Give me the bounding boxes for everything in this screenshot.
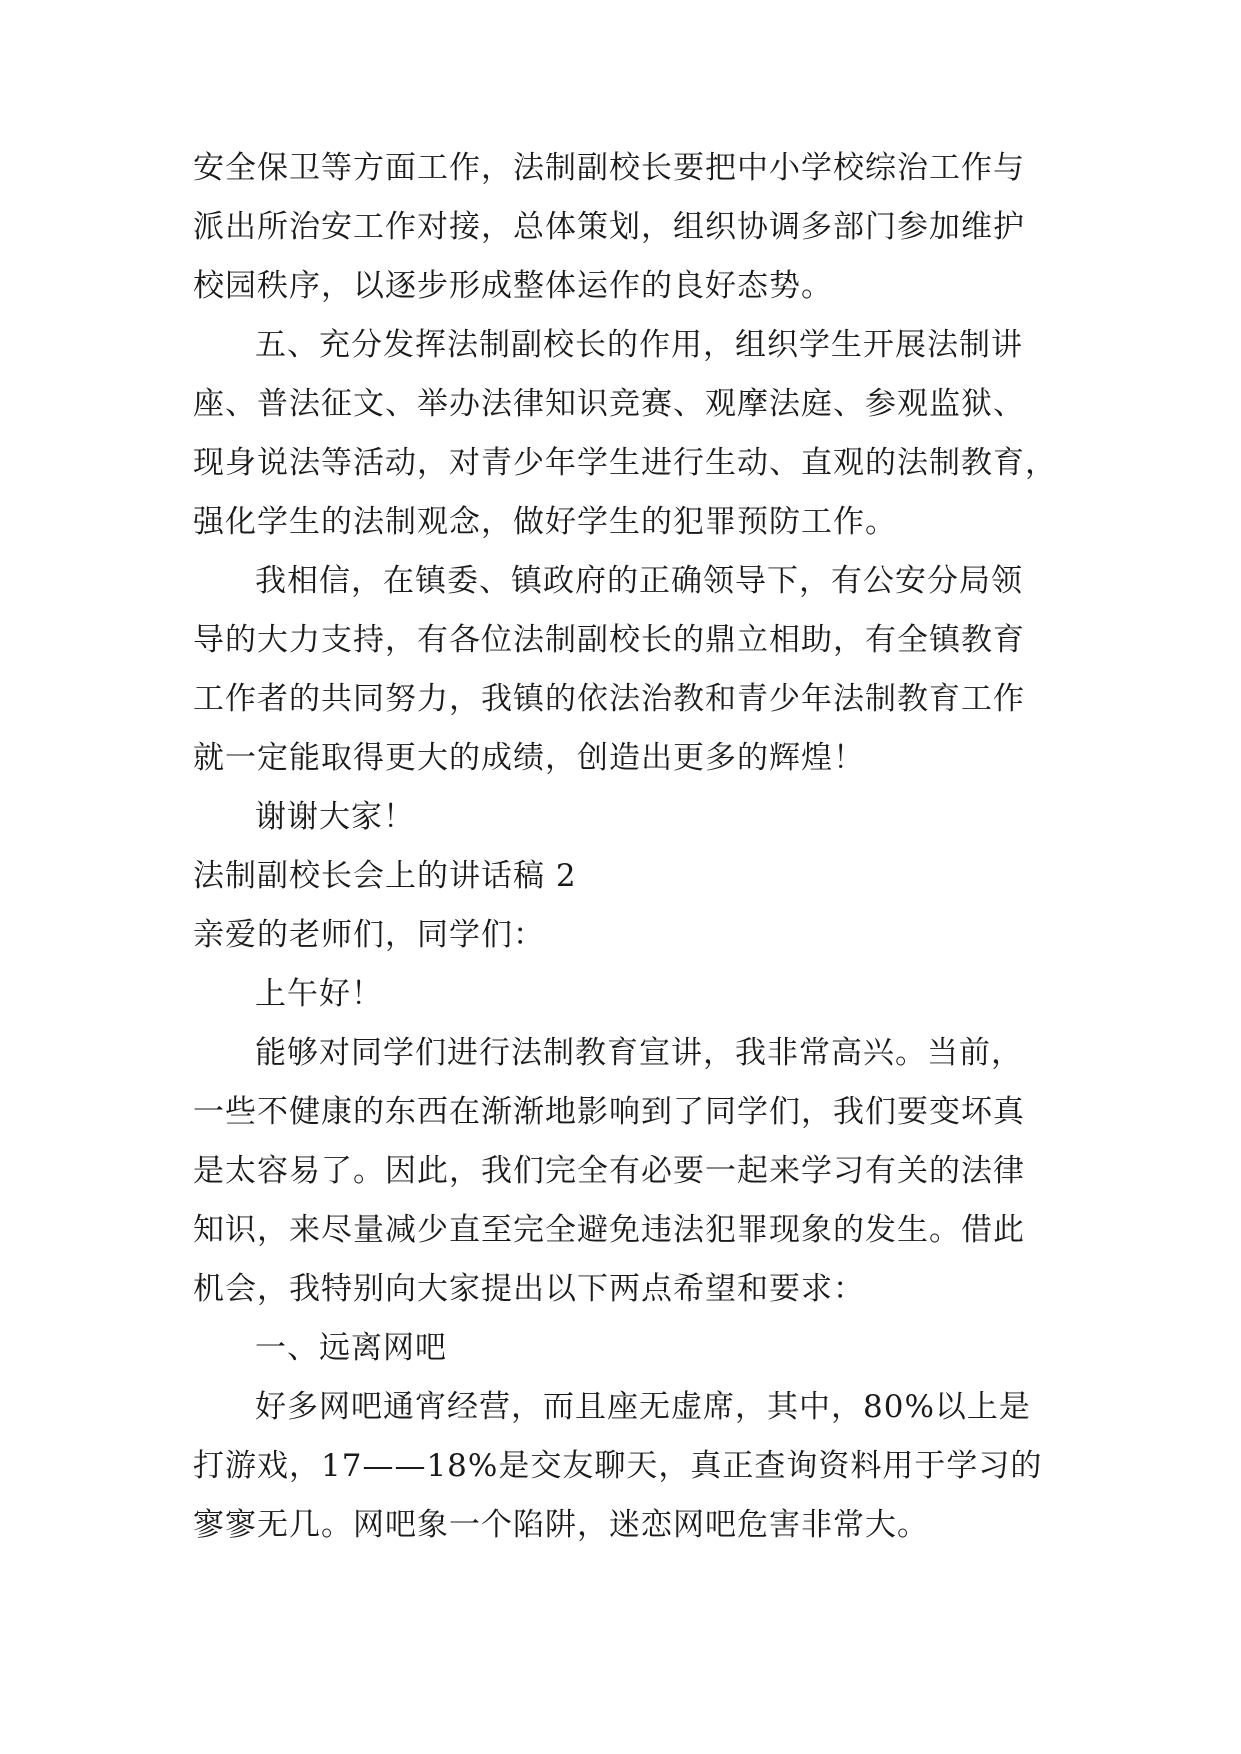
closing-line: 谢谢大家！ xyxy=(255,799,415,835)
subheading: 一、远离网吧 xyxy=(255,1330,447,1366)
salutation: 亲爱的老师们，同学们： xyxy=(193,917,545,953)
text-line: 导的大力支持，有各位法制副校长的鼎立相助，有全镇教育 xyxy=(193,622,1025,658)
text-line: 座、普法征文、举办法律知识竞赛、观摩法庭、参观监狱、 xyxy=(193,386,1025,422)
paragraph-start-line: 五、充分发挥法制副校长的作用，组织学生开展法制讲 xyxy=(255,327,1023,363)
section-title: 法制副校长会上的讲话稿 2 xyxy=(193,858,577,894)
text-line: 就一定能取得更大的成绩，创造出更多的辉煌！ xyxy=(193,740,865,776)
text-line: 派出所治安工作对接，总体策划，组织协调多部门参加维护 xyxy=(193,209,1025,245)
text-line: 是太容易了。因此，我们完全有必要一起来学习有关的法律 xyxy=(193,1153,1025,1189)
text-line: 校园秩序，以逐步形成整体运作的良好态势。 xyxy=(193,268,833,304)
text-line: 知识，来尽量减少直至完全避免违法犯罪现象的发生。借此 xyxy=(193,1212,1025,1248)
text-line: 工作者的共同努力，我镇的依法治教和青少年法制教育工作 xyxy=(193,681,1025,717)
text-line: 机会，我特别向大家提出以下两点希望和要求： xyxy=(193,1271,865,1307)
text-line: 一些不健康的东西在渐渐地影响到了同学们，我们要变坏真 xyxy=(193,1094,1025,1130)
text-line: 打游戏，17——18%是交友聊天，真正查询资料用于学习的 xyxy=(193,1448,1043,1484)
text-line: 强化学生的法制观念，做好学生的犯罪预防工作。 xyxy=(193,504,897,540)
text-line: 现身说法等活动，对青少年学生进行生动、直观的法制教育， xyxy=(193,445,1057,481)
greeting: 上午好！ xyxy=(255,976,383,1012)
text-line: 寥寥无几。网吧象一个陷阱，迷恋网吧危害非常大。 xyxy=(193,1507,929,1543)
paragraph-start-line: 我相信，在镇委、镇政府的正确领导下，有公安分局领 xyxy=(255,563,1023,599)
paragraph-start-line: 能够对同学们进行法制教育宣讲，我非常高兴。当前， xyxy=(255,1035,1023,1071)
paragraph-start-line: 好多网吧通宵经营，而且座无虚席，其中，80%以上是 xyxy=(255,1389,1031,1425)
text-line: 安全保卫等方面工作，法制副校长要把中小学校综治工作与 xyxy=(193,150,1025,186)
